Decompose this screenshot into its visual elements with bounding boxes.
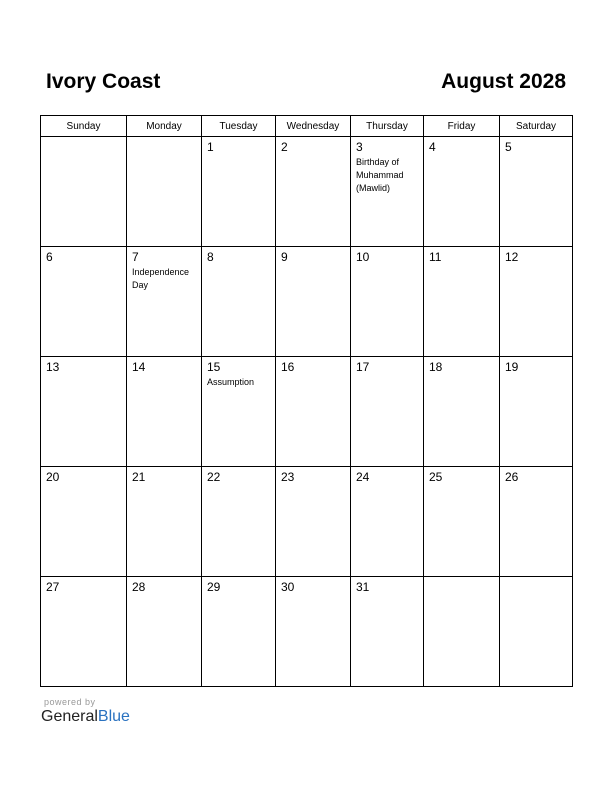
day-number: 24 bbox=[356, 470, 370, 484]
day-number: 25 bbox=[429, 470, 443, 484]
weekday-header: Wednesday bbox=[276, 116, 351, 137]
calendar-day-cell bbox=[500, 467, 573, 577]
day-number: 9 bbox=[281, 250, 288, 264]
day-number: 21 bbox=[132, 470, 146, 484]
calendar-week-row bbox=[41, 357, 573, 467]
calendar-day-cell bbox=[424, 357, 500, 467]
calendar-day-cell bbox=[424, 467, 500, 577]
calendar-day-cell bbox=[500, 577, 573, 687]
brand-logo bbox=[41, 708, 130, 726]
calendar-day-cell bbox=[500, 137, 573, 247]
day-number: 20 bbox=[46, 470, 60, 484]
day-number: 6 bbox=[46, 250, 53, 264]
calendar-day-cell bbox=[500, 247, 573, 357]
day-number bbox=[127, 137, 201, 140]
calendar-day-cell bbox=[276, 577, 351, 687]
day-number: 12 bbox=[505, 250, 519, 264]
calendar-day-cell bbox=[424, 577, 500, 687]
day-number: 7 bbox=[132, 250, 139, 264]
day-number: 1 bbox=[207, 140, 214, 154]
calendar-week-row bbox=[41, 247, 573, 357]
calendar-day-cell bbox=[351, 247, 424, 357]
calendar-day-cell bbox=[127, 467, 202, 577]
calendar-day-cell bbox=[424, 247, 500, 357]
day-number: 2 bbox=[281, 140, 288, 154]
calendar-day-cell bbox=[351, 467, 424, 577]
calendar-day-cell bbox=[351, 137, 424, 247]
calendar-day-cell bbox=[127, 137, 202, 247]
calendar-day-cell bbox=[276, 467, 351, 577]
month-year-title: August 2028 bbox=[441, 70, 566, 93]
day-number: 27 bbox=[46, 580, 60, 594]
calendar-day-cell bbox=[500, 357, 573, 467]
day-number: 15 bbox=[207, 360, 221, 374]
calendar-day-cell bbox=[351, 577, 424, 687]
calendar-day-cell bbox=[202, 467, 276, 577]
weekday-header: Tuesday bbox=[202, 116, 276, 137]
brand-name-part2: Blue bbox=[97, 708, 130, 725]
day-number: 18 bbox=[429, 360, 443, 374]
calendar-day-cell bbox=[202, 137, 276, 247]
day-number bbox=[41, 137, 126, 140]
day-number: 29 bbox=[207, 580, 221, 594]
weekday-header: Friday bbox=[424, 116, 500, 137]
day-number: 22 bbox=[207, 470, 221, 484]
calendar-day-cell bbox=[41, 577, 127, 687]
calendar-day-cell bbox=[41, 357, 127, 467]
holiday-label: Assumption bbox=[207, 377, 255, 387]
weekday-header: Thursday bbox=[351, 116, 424, 137]
calendar-week-row bbox=[41, 467, 573, 577]
weekday-header: Saturday bbox=[500, 116, 573, 137]
holiday-label: Independence Day bbox=[132, 267, 190, 290]
day-number bbox=[500, 577, 572, 580]
day-number: 5 bbox=[505, 140, 512, 154]
country-title: Ivory Coast bbox=[46, 70, 161, 93]
calendar-day-cell bbox=[351, 357, 424, 467]
weekday-header-row bbox=[41, 116, 573, 137]
calendar-day-cell bbox=[41, 467, 127, 577]
day-number: 26 bbox=[505, 470, 519, 484]
calendar-day-cell bbox=[276, 357, 351, 467]
calendar-day-cell bbox=[202, 357, 276, 467]
brand-name-part1: General bbox=[41, 708, 98, 725]
calendar-day-cell bbox=[127, 357, 202, 467]
calendar-day-cell bbox=[202, 577, 276, 687]
day-number: 8 bbox=[207, 250, 214, 264]
day-number bbox=[424, 577, 499, 580]
calendar-day-cell bbox=[276, 137, 351, 247]
calendar-day-cell bbox=[41, 247, 127, 357]
day-number: 23 bbox=[281, 470, 295, 484]
day-number: 28 bbox=[132, 580, 146, 594]
calendar-grid bbox=[40, 115, 573, 687]
calendar-day-cell bbox=[127, 577, 202, 687]
calendar-day-cell bbox=[276, 247, 351, 357]
day-number: 14 bbox=[132, 360, 146, 374]
weekday-header: Sunday bbox=[41, 116, 127, 137]
day-number: 10 bbox=[356, 250, 370, 264]
powered-by-label: powered by bbox=[44, 697, 96, 707]
day-number: 4 bbox=[429, 140, 436, 154]
calendar-day-cell bbox=[202, 247, 276, 357]
calendar-day-cell bbox=[127, 247, 202, 357]
calendar-week-row bbox=[41, 577, 573, 687]
holiday-label: Birthday of Muhammad (Mawlid) bbox=[356, 157, 404, 193]
weekday-header: Monday bbox=[127, 116, 202, 137]
day-number: 11 bbox=[429, 250, 442, 264]
calendar-day-cell bbox=[424, 137, 500, 247]
day-number: 19 bbox=[505, 360, 519, 374]
calendar-week-row bbox=[41, 137, 573, 247]
day-number: 31 bbox=[356, 580, 370, 594]
day-number: 16 bbox=[281, 360, 295, 374]
day-number: 13 bbox=[46, 360, 60, 374]
calendar-day-cell bbox=[41, 137, 127, 247]
day-number: 3 bbox=[356, 140, 363, 154]
day-number: 30 bbox=[281, 580, 295, 594]
day-number: 17 bbox=[356, 360, 370, 374]
